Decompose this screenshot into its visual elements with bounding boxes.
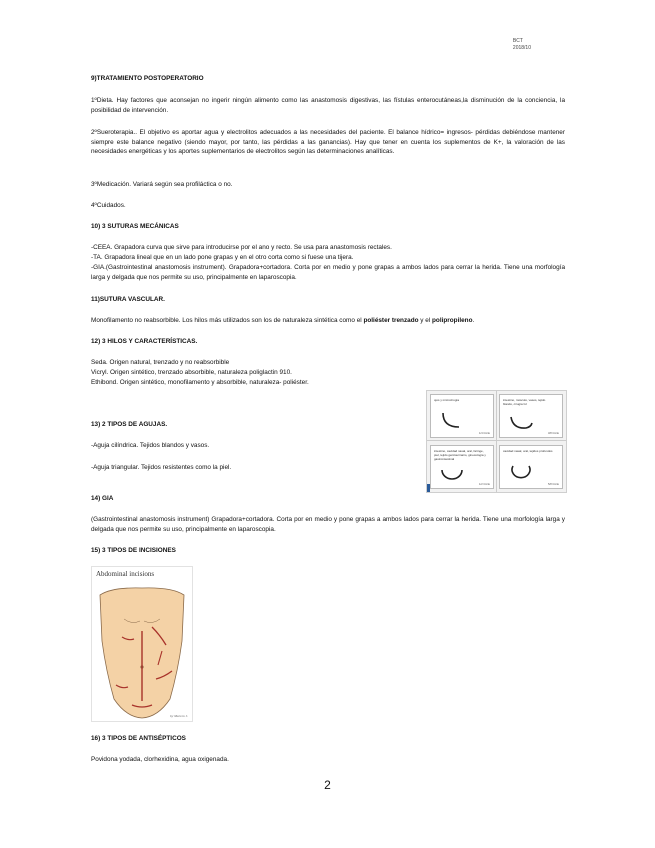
section-12-item-2: Vicryl. Origen sintético, trenzado absorbible, naturaleza poliglactin 910. bbox=[91, 369, 292, 376]
section-14-title: 14) GIA bbox=[91, 495, 114, 502]
page-header bbox=[513, 38, 531, 52]
needle-types-figure bbox=[426, 390, 567, 493]
figure-divider-v bbox=[496, 391, 497, 492]
needle-label: ojos y microcirugía bbox=[434, 398, 460, 402]
section-10-item-2: -TA. Grapadora lineal que en un lado pone grapas y en el otro corta como si fuese una tijera. bbox=[91, 254, 354, 261]
needle-box-half-circle bbox=[430, 445, 494, 489]
section-11-text-start: Monofilamento no reabsorbible. Los hilos más utilizados son los de naturaleza sintética como el bbox=[91, 317, 364, 324]
needle-tag: 1/2 Circle bbox=[479, 483, 490, 486]
needle-curve-icon bbox=[439, 409, 465, 431]
section-10-title: 10) 3 SUTURAS MECÁNICAS bbox=[91, 223, 179, 230]
needle-box-quarter-circle bbox=[430, 394, 494, 438]
torso-illustration bbox=[92, 581, 192, 721]
abdominal-incisions-figure bbox=[91, 566, 193, 722]
section-9-title: 9)TRATAMIENTO POSTOPERATORIO bbox=[91, 75, 204, 82]
section-11-text-mid: y el bbox=[418, 317, 433, 324]
figure-signature: by Marcos J. bbox=[169, 714, 188, 718]
section-11-text-end: . bbox=[472, 317, 475, 324]
needle-box-three-eighths-circle bbox=[499, 394, 563, 438]
section-15-title: 15) 3 TIPOS DE INCISIONES bbox=[91, 547, 176, 554]
section-11-title: 11)SUTURA VASCULAR. bbox=[91, 296, 165, 303]
page-number: 2 bbox=[324, 778, 331, 792]
section-13-title: 13) 2 TIPOS DE AGUJAS. bbox=[91, 421, 168, 428]
section-11-bold-1: poliéster trenzado bbox=[363, 317, 419, 324]
needle-curve-icon bbox=[508, 460, 534, 482]
section-12-item-1: Seda. Origen natural, trenzado y no reabsorbible bbox=[91, 359, 230, 366]
needle-label: intestino, músculo, vasos, tejido blando, cirugía GI bbox=[503, 398, 546, 406]
section-12-item-3: Ethibond. Origen sintético, monofilamento y absorbible, naturaleza- poliéster. bbox=[91, 379, 309, 386]
figure-title: Abdominal incisions bbox=[96, 570, 155, 578]
needle-box-five-eighths-circle bbox=[499, 445, 563, 489]
needle-curve-icon bbox=[508, 409, 534, 431]
section-11-bold-2: polipropileno bbox=[432, 317, 473, 324]
section-10-item-3: -GIA.(Gastrointestinal anastomosis instrument). Grapadora+cortadora. Corta por en medio y pone grapas a ambos lados para cerrar la herida. Tiene una morfología larga y delgada que nos permite su uso, principalmente en laparoscopia. bbox=[91, 264, 565, 281]
section-13-item-2: -Aguja triangular. Tejidos resistentes como la piel. bbox=[91, 464, 232, 471]
section-13-item-1: -Aguja cilíndrica. Tejidos blandos y vasos. bbox=[91, 442, 210, 449]
needle-label: intestino, cavidad nasal, oral, faringe, piel, tejido genitourinario, ginecología y gastrointestinal bbox=[434, 449, 486, 461]
section-10-item-1: -CEEA. Grapadora curva que sirve para introducirse por el ano y recto. Se usa para anastomosis rectales. bbox=[91, 244, 392, 251]
figure-accent-mark bbox=[427, 484, 430, 492]
needle-tag: 5/8 Circle bbox=[548, 483, 559, 486]
header-line-1: BCT bbox=[512, 38, 523, 44]
section-16-title: 16) 3 TIPOS DE ANTISÉPTICOS bbox=[91, 735, 186, 742]
section-11-text bbox=[91, 316, 565, 326]
header-line-2: 2018/10 bbox=[512, 45, 531, 51]
section-16-text: Povidona yodada, clorhexidina, agua oxigenada. bbox=[91, 756, 229, 763]
section-9-paragraph-2: 2ºSueroterapia.. El objetivo es aportar agua y electrolitos adecuados a las necesidades del paciente. El balance hídrico= ingresos- pérdidas debiéndose mantener siempre este balance negativo (siendo mayor, por tanto, las pérdidas a las ganancias). Hay que tener en cuenta los suplementos de K+, la valoración de las necesidades energéticas y los aportes suplementarios de electrolitos según las determinaciones analíticas. bbox=[91, 129, 565, 156]
section-9-paragraph-1: 1ºDieta. Hay factores que aconsejan no ingerir ningún alimento como las anastomosis digestivas, las fístulas enterocutáneas,la disminución de la conciencia, la posibilidad de intervención. bbox=[91, 97, 565, 114]
section-14-text: (Gastrointestinal anastomosis instrument) Grapadora+cortadora. Corta por en medio y pone grapas a ambos lados para cerrar la herida. Tiene una morfología larga y delgada que nos permite su uso, principalmente en laparoscopia. bbox=[91, 516, 565, 533]
section-12-title: 12) 3 HILOS Y CARACTERÍSTICAS. bbox=[91, 338, 198, 345]
needle-tag: 1/4 Circle bbox=[479, 432, 490, 435]
needle-tag: 3/8 Circle bbox=[548, 432, 559, 435]
section-9-paragraph-3: 3ºMedicación. Variará según sea profiláctica o no. bbox=[91, 181, 233, 188]
needle-label: cavidad nasal, oral, tejidos profundos bbox=[503, 449, 553, 453]
section-9-paragraph-4: 4ºCuidados. bbox=[91, 202, 126, 209]
needle-curve-icon bbox=[439, 460, 465, 482]
